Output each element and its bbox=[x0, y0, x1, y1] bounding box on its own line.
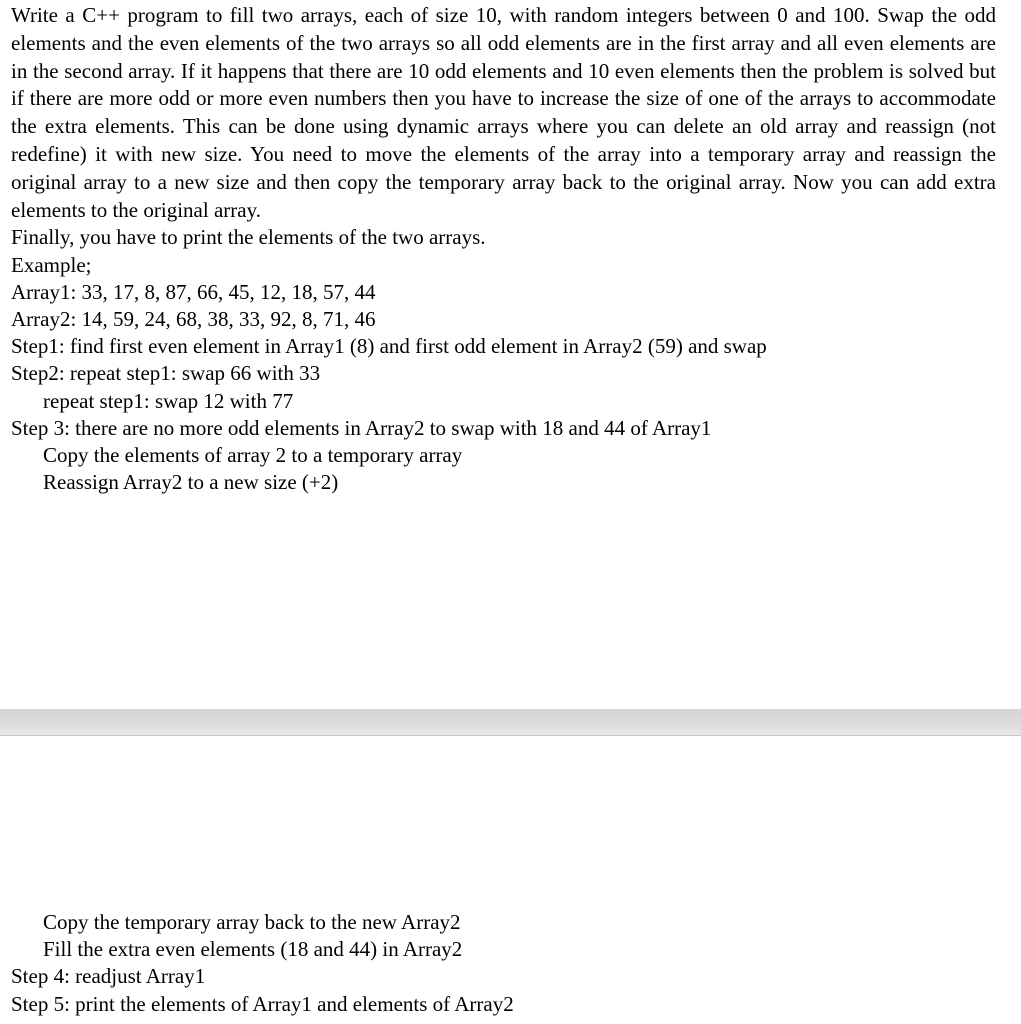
step-5: Step 5: print the elements of Array1 and elements of Array2 bbox=[11, 991, 514, 1016]
step-2-repeat: repeat step1: swap 12 with 77 bbox=[43, 388, 294, 413]
step-1: Step1: find first even element in Array1 (8) and first odd element in Array2 (59) and swap bbox=[11, 334, 767, 359]
step-3-copy-temp: Copy the elements of array 2 to a temporary array bbox=[43, 443, 463, 467]
example-array2: Array2: 14, 59, 24, 68, 38, 33, 92, 8, 71, 46 bbox=[11, 306, 376, 331]
example-label: Example; bbox=[11, 252, 92, 277]
print-instruction: Finally, you have to print the elements of the two arrays. bbox=[11, 225, 486, 250]
document-page-top bbox=[11, 2, 996, 496]
step-3-reassign: Reassign Array2 to a new size (+2) bbox=[43, 470, 339, 495]
problem-statement: Write a C++ program to fill two arrays, each of size 10, with random integers between 0 and 100. Swap the odd elements and the even elements of the two arrays so all odd elements are in the first array and all even elements are in the second array. If it happens that there are 10 odd elements and 10 even elements then the problem is solved but if there are more odd or more even numbers then you have to increase the size of one of the arrays to accommodate the extra elements. This can be done using dynamic arrays where you can delete an old array and reassign (not redefine) it with new size. You need to move the elements of the array into a temporary array and reassign the original array to a new size and then copy the temporary array back to the original array. Now you can add extra elements to the original array. bbox=[11, 3, 996, 222]
step-3: Step 3: there are no more odd elements in Array2 to swap with 18 and 44 of Array1 bbox=[11, 415, 712, 440]
step-3-fill-extra: Fill the extra even elements (18 and 44) in Array2 bbox=[43, 937, 463, 962]
step-3-copy-back: Copy the temporary array back to the new Array2 bbox=[43, 910, 461, 934]
document-page-bottom bbox=[11, 909, 996, 1018]
step-4: Step 4: readjust Array1 bbox=[11, 964, 206, 989]
step-2: Step2: repeat step1: swap 66 with 33 bbox=[11, 361, 321, 386]
example-array1: Array1: 33, 17, 8, 87, 66, 45, 12, 18, 57, 44 bbox=[11, 279, 376, 304]
page-break-divider bbox=[0, 709, 1021, 736]
